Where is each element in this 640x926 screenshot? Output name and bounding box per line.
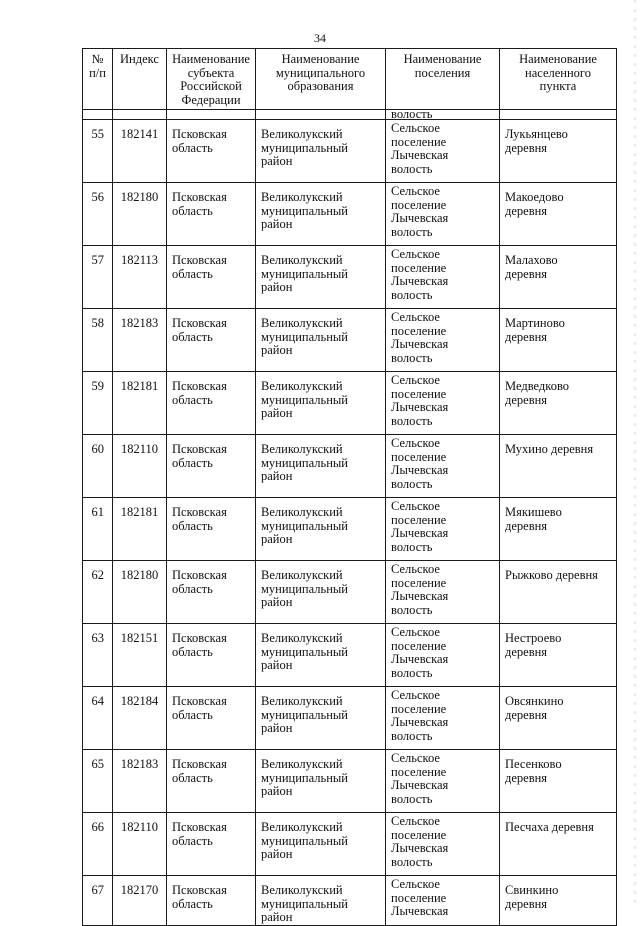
row-number: 56	[83, 183, 113, 246]
locality-name: Песчаха деревня	[500, 813, 617, 876]
municipality-name: Великолукский муниципальный район	[256, 120, 386, 183]
settlement-name: Сельское поселение Лычевская волость	[386, 750, 500, 813]
subject-name: Псковская область	[167, 120, 256, 183]
postal-index: 182170	[113, 876, 167, 926]
municipality-name: Великолукский муниципальный район	[256, 183, 386, 246]
header-number: № п/п	[83, 49, 113, 110]
locality-name: Песенково деревня	[500, 750, 617, 813]
municipality-name: Великолукский муниципальный район	[256, 876, 386, 926]
table-row	[83, 183, 617, 246]
continuation-row	[83, 110, 617, 120]
municipality-name: Великолукский муниципальный район	[256, 309, 386, 372]
table-row	[83, 246, 617, 309]
subject-name: Псковская область	[167, 498, 256, 561]
continuation-cell	[83, 110, 113, 120]
table-row	[83, 309, 617, 372]
municipality-name: Великолукский муниципальный район	[256, 813, 386, 876]
postal-index: 182184	[113, 687, 167, 750]
table-header-row	[83, 49, 617, 110]
subject-name: Псковская область	[167, 309, 256, 372]
locality-name: Мякишево деревня	[500, 498, 617, 561]
header-municipality: Наименование муниципального образования	[256, 49, 386, 110]
municipality-name: Великолукский муниципальный район	[256, 561, 386, 624]
table-row	[83, 498, 617, 561]
municipality-name: Великолукский муниципальный район	[256, 750, 386, 813]
locality-name: Нестроево деревня	[500, 624, 617, 687]
locality-name: Лукьянцево деревня	[500, 120, 617, 183]
subject-name: Псковская область	[167, 435, 256, 498]
row-number: 60	[83, 435, 113, 498]
table-body	[83, 110, 617, 926]
page-number: 34	[314, 31, 326, 45]
row-number: 64	[83, 687, 113, 750]
row-number: 63	[83, 624, 113, 687]
settlement-name: Сельское поселение Лычевская волость	[386, 624, 500, 687]
settlements-table	[82, 48, 617, 926]
row-number: 59	[83, 372, 113, 435]
row-number: 62	[83, 561, 113, 624]
locality-name: Медведково деревня	[500, 372, 617, 435]
locality-name: Рыжково деревня	[500, 561, 617, 624]
municipality-name: Великолукский муниципальный район	[256, 687, 386, 750]
table-row	[83, 372, 617, 435]
continuation-cell	[167, 110, 256, 120]
postal-index: 182183	[113, 309, 167, 372]
subject-name: Псковская область	[167, 876, 256, 926]
subject-name: Псковская область	[167, 750, 256, 813]
municipality-name: Великолукский муниципальный район	[256, 624, 386, 687]
municipality-name: Великолукский муниципальный район	[256, 435, 386, 498]
row-number: 66	[83, 813, 113, 876]
table-row	[83, 750, 617, 813]
subject-name: Псковская область	[167, 246, 256, 309]
subject-name: Псковская область	[167, 561, 256, 624]
continuation-settlement: волость	[386, 110, 500, 120]
continuation-cell	[113, 110, 167, 120]
postal-index: 182181	[113, 372, 167, 435]
postal-index: 182113	[113, 246, 167, 309]
row-number: 57	[83, 246, 113, 309]
row-number: 65	[83, 750, 113, 813]
table-row	[83, 624, 617, 687]
settlement-name: Сельское поселение Лычевская волость	[386, 813, 500, 876]
continuation-cell	[500, 110, 617, 120]
subject-name: Псковская область	[167, 624, 256, 687]
row-number: 55	[83, 120, 113, 183]
header-settlement: Наименование поселения	[386, 49, 500, 110]
postal-index: 182110	[113, 435, 167, 498]
table-row	[83, 435, 617, 498]
settlement-name: Сельское поселение Лычевская волость	[386, 687, 500, 750]
continuation-cell	[256, 110, 386, 120]
locality-name: Макоедово деревня	[500, 183, 617, 246]
header-locality: Наименование населенного пункта	[500, 49, 617, 110]
table-row	[83, 120, 617, 183]
postal-index: 182151	[113, 624, 167, 687]
municipality-name: Великолукский муниципальный район	[256, 498, 386, 561]
locality-name: Овсянкино деревня	[500, 687, 617, 750]
table-row	[83, 687, 617, 750]
table-row	[83, 813, 617, 876]
table-row	[83, 876, 617, 926]
settlement-name: Сельское поселение Лычевская волость	[386, 561, 500, 624]
subject-name: Псковская область	[167, 813, 256, 876]
subject-name: Псковская область	[167, 687, 256, 750]
settlement-name: Сельское поселение Лычевская волость	[386, 120, 500, 183]
scan-edge	[634, 0, 636, 905]
header-subject: Наименование субъекта Российской Федерации	[167, 49, 256, 110]
settlement-name: Сельское поселение Лычевская волость	[386, 183, 500, 246]
locality-name: Мартиново деревня	[500, 309, 617, 372]
row-number: 61	[83, 498, 113, 561]
locality-name: Свинкино деревня	[500, 876, 617, 926]
postal-index: 182181	[113, 498, 167, 561]
postal-index: 182141	[113, 120, 167, 183]
subject-name: Псковская область	[167, 372, 256, 435]
postal-index: 182180	[113, 561, 167, 624]
row-number: 58	[83, 309, 113, 372]
municipality-name: Великолукский муниципальный район	[256, 372, 386, 435]
settlement-name: Сельское поселение Лычевская волость	[386, 435, 500, 498]
postal-index: 182183	[113, 750, 167, 813]
settlement-name: Сельское поселение Лычевская волость	[386, 309, 500, 372]
settlement-name: Сельское поселение Лычевская волость	[386, 246, 500, 309]
locality-name: Малахово деревня	[500, 246, 617, 309]
header-index: Индекс	[113, 49, 167, 110]
settlement-name: Сельское поселение Лычевская волость	[386, 372, 500, 435]
settlement-name: Сельское поселение Лычевская	[386, 876, 500, 926]
subject-name: Псковская область	[167, 183, 256, 246]
table-row	[83, 561, 617, 624]
postal-index: 182110	[113, 813, 167, 876]
locality-name: Мухино деревня	[500, 435, 617, 498]
municipality-name: Великолукский муниципальный район	[256, 246, 386, 309]
settlement-name: Сельское поселение Лычевская волость	[386, 498, 500, 561]
postal-index: 182180	[113, 183, 167, 246]
row-number: 67	[83, 876, 113, 926]
